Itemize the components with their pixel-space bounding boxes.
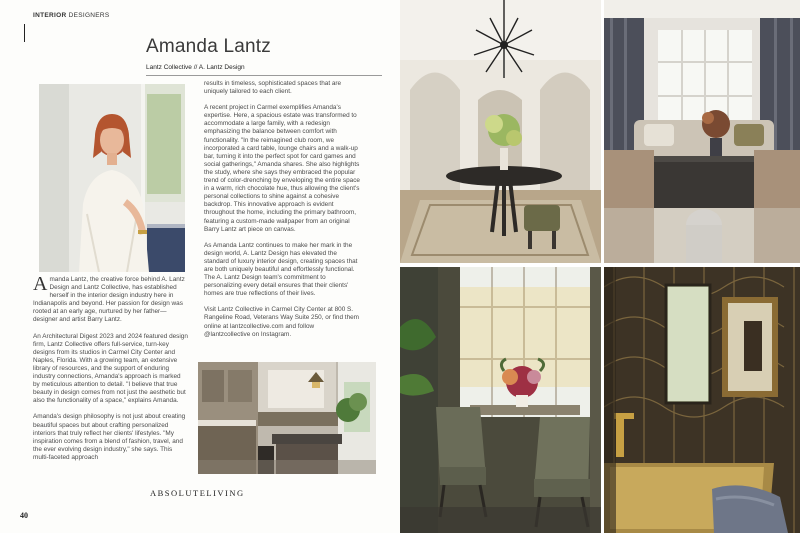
text-column-2 xyxy=(204,80,362,347)
text-column-1 xyxy=(33,273,189,470)
paragraph: Visit Lantz Collective in Carmel City Center at 800 S. Rangeline Road, Veterans Way Suite 250, or find them online at lantzcollective.com and follow @lantzcollective on Instagram. xyxy=(204,306,360,338)
bathroom-photo xyxy=(604,267,800,533)
title-rule xyxy=(146,75,382,76)
paragraph: An Architectural Digest 2023 and 2024 featured design firm, Lantz Collective offers full-service, turn-key designs from its studios in Carmel City Center and Naples, Florida. With a growing team, an extensive library of resources, and the support of enduring industry connections, Amanda's approach is marked by meticulous attention to detail. "I believe that true beauty in design comes from not just the aesthetic but also the functionality of a space," explains Amanda. xyxy=(33,332,188,405)
paragraph: A recent project in Carmel exemplifies Amanda's expertise. Here, a spacious estate was transformed to accommodate a large family, with a redesign emphasizing the balance between comfort with functionality. "In the reimagined club room, we incorporated a card table, lounge chairs and a walk-up bar, turning it into the perfect spot for card games and social gatherings," Amanda shares. She also highlights the study, where she says they embraced the popular trend of color-drenching by enveloping the entire space in a warm, rich chocolate hue, thus allowing the client's personal collections to shine against a cohesive backdrop. This innovative approach is evident throughout the home, including the primary bathroom, featuring a custom-made wallpaper from an original Barry Lantz art piece on canvas. xyxy=(204,104,360,233)
article-subtitle: Lantz Collective // A. Lantz Design xyxy=(146,64,245,71)
sitting-area-photo xyxy=(400,267,601,533)
paragraph: Amanda's design philosophy is not just about creating beautiful spaces but about crafting personalized interiors that truly reflect her clients' lifestyles. "My inspiration comes from a blend of fashion, travel, and the ever evolving design industry," she says. This multi-faceted approach xyxy=(33,413,186,461)
photo-gutter-horizontal xyxy=(400,263,800,267)
page-number: 40 xyxy=(20,511,28,520)
kitchen-photo xyxy=(198,362,376,474)
paragraph: As Amanda Lantz continues to make her mark in the design world, A. Lantz Design has elevated the standard of luxury interior design, creating spaces that are both uniquely beautiful and effortlessly functional. The A. Lantz Design team's commitment to personalizing every detail ensures that their clients' homes are true reflections of their lives. xyxy=(204,241,358,298)
portrait-photo xyxy=(39,84,185,272)
dining-room-photo xyxy=(400,0,601,263)
paragraph: results in timeless, sophisticated spaces that are uniquely tailored to each client. xyxy=(204,80,342,96)
magazine-brand: ABSOLUTELIVING xyxy=(150,488,245,498)
living-room-photo xyxy=(604,0,800,263)
drop-cap: A xyxy=(33,273,48,295)
paragraph: manda Lantz, the creative force behind A. Lantz Design and Lantz Collective, has established herself in the interior design industry here in Indianapolis and beyond. Her passion for design was rooted at an early age, nurtured by her father—designer and artist Barry Lantz. xyxy=(33,276,185,324)
article-title: Amanda Lantz xyxy=(146,36,271,57)
section-tag: INTERIOR DESIGNERS xyxy=(33,12,110,19)
section-rule xyxy=(24,24,25,42)
